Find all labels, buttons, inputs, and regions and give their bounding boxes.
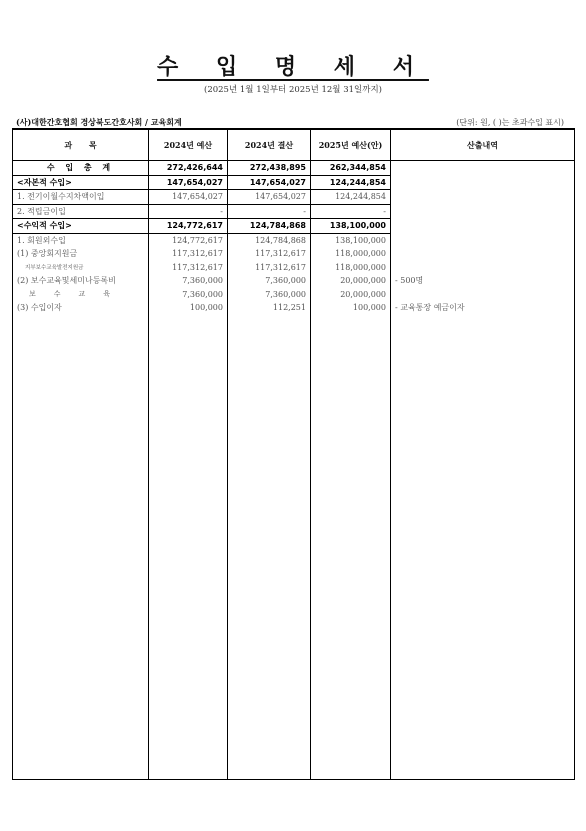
budget-2025-cell: - — [311, 204, 391, 219]
detail-cell — [391, 219, 575, 234]
budget-2024-cell: 7,360,000 — [149, 288, 228, 302]
budget-2025-cell: 100,000 — [311, 301, 391, 315]
settlement-2024-cell: 7,360,000 — [228, 288, 311, 302]
budget-2024-cell: 117,312,617 — [149, 247, 228, 261]
table-row — [13, 219, 575, 234]
settlement-2024-cell: 147,654,027 — [228, 175, 311, 190]
document-period: (2025년 1월 1일부터 2025년 12월 31일까지) — [204, 85, 382, 95]
budget-2024-cell: 7,360,000 — [149, 274, 228, 288]
table-header-row — [13, 129, 575, 161]
table-row — [13, 261, 575, 275]
organization-name: (사)대한간호협회 경상북도간호사회 / 교육회계 — [16, 117, 182, 127]
budget-2025-cell: 124,244,854 — [311, 175, 391, 190]
header-detail: 산출내역 — [391, 129, 575, 161]
row-label: 수 입 총 계 — [13, 161, 149, 176]
table-row — [13, 175, 575, 190]
detail-cell — [391, 175, 575, 190]
budget-2025-cell: 138,100,000 — [311, 233, 391, 247]
budget-2024-cell: 100,000 — [149, 301, 228, 315]
row-label: (3) 수입이자 — [13, 301, 149, 315]
settlement-2024-cell: 7,360,000 — [228, 274, 311, 288]
settlement-2024-cell: - — [228, 204, 311, 219]
budget-2025-cell: 138,100,000 — [311, 219, 391, 234]
row-label: <수익적 수입> — [13, 219, 149, 234]
settlement-2024-cell: 112,251 — [228, 301, 311, 315]
budget-2024-cell: - — [149, 204, 228, 219]
detail-cell — [391, 190, 575, 205]
budget-2024-cell: 117,312,617 — [149, 261, 228, 275]
row-label: 2. 적립금이입 — [13, 204, 149, 219]
settlement-2024-cell: 117,312,617 — [228, 261, 311, 275]
budget-2025-cell: 20,000,000 — [311, 274, 391, 288]
revenue-table — [12, 128, 575, 780]
row-label: (1) 중앙회지원금 — [13, 247, 149, 261]
document-title: 수 입 명 세 서 — [157, 54, 429, 80]
budget-2025-cell: 118,000,000 — [311, 247, 391, 261]
table-row — [13, 288, 575, 302]
row-label: (2) 보수교육및세미나등록비 — [13, 274, 149, 288]
budget-2024-cell: 147,654,027 — [149, 190, 228, 205]
header-budget-2025: 2025년 예산(안) — [311, 129, 391, 161]
budget-2025-cell: 20,000,000 — [311, 288, 391, 302]
detail-cell — [391, 288, 575, 302]
table-row — [13, 274, 575, 288]
table-row — [13, 161, 575, 176]
settlement-2024-cell: 117,312,617 — [228, 247, 311, 261]
detail-cell — [391, 261, 575, 275]
row-label: 보수교육 — [13, 288, 149, 302]
table-row — [13, 190, 575, 205]
table-filler-row — [13, 315, 575, 780]
detail-cell — [391, 233, 575, 247]
header-settlement-2024: 2024년 결산 — [228, 129, 311, 161]
detail-cell — [391, 161, 575, 176]
settlement-2024-cell: 272,438,895 — [228, 161, 311, 176]
header-budget-2024: 2024년 예산 — [149, 129, 228, 161]
row-label: 1. 회원외수입 — [13, 233, 149, 247]
table-row — [13, 204, 575, 219]
header-subject: 과 목 — [13, 129, 149, 161]
detail-cell: - 교육통장 예금이자 — [391, 301, 575, 315]
settlement-2024-cell: 147,654,027 — [228, 190, 311, 205]
unit-note: (단위: 원, ( )는 초과수입 표시) — [456, 118, 564, 127]
settlement-2024-cell: 124,784,868 — [228, 233, 311, 247]
budget-2025-cell: 118,000,000 — [311, 261, 391, 275]
budget-2024-cell: 124,772,617 — [149, 233, 228, 247]
budget-2024-cell: 147,654,027 — [149, 175, 228, 190]
row-label: 지부보수교육발전지원금 — [13, 261, 149, 275]
budget-2025-cell: 124,244,854 — [311, 190, 391, 205]
row-label: 1. 전기이월수지차액이입 — [13, 190, 149, 205]
table-row — [13, 301, 575, 315]
table-row — [13, 247, 575, 261]
table-row — [13, 233, 575, 247]
budget-2024-cell: 124,772,617 — [149, 219, 228, 234]
detail-cell — [391, 247, 575, 261]
row-label: <자본적 수입> — [13, 175, 149, 190]
settlement-2024-cell: 124,784,868 — [228, 219, 311, 234]
detail-cell: - 500명 — [391, 274, 575, 288]
budget-2024-cell: 272,426,644 — [149, 161, 228, 176]
detail-cell — [391, 204, 575, 219]
budget-2025-cell: 262,344,854 — [311, 161, 391, 176]
